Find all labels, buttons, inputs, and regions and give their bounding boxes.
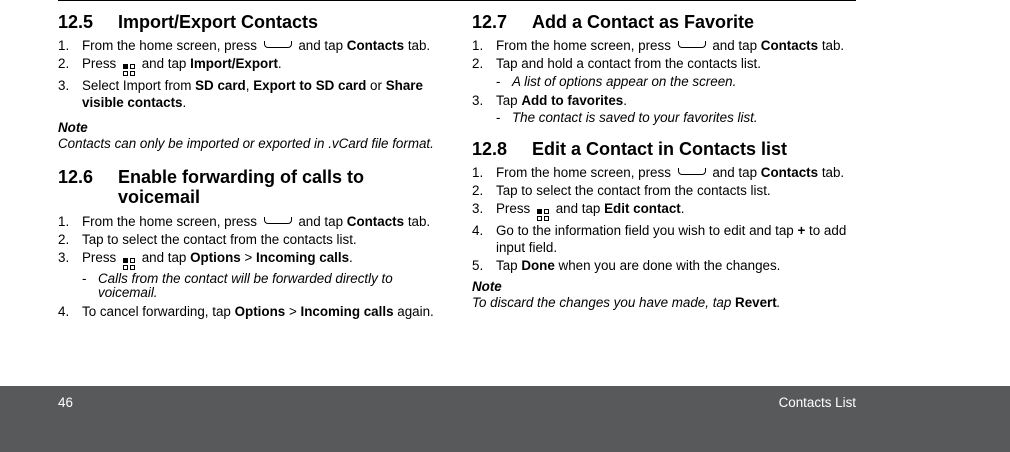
section-import-export: [58, 12, 438, 152]
chapter-title: Contacts List: [778, 395, 856, 410]
list-item: 1. From the home screen, press and tap Contacts tab.: [58, 213, 431, 229]
list-item: 4. Go to the information field you wish to edit and tap + to add input field.: [472, 222, 847, 255]
note-text: To discard the changes you have made, tap Revert.: [472, 294, 781, 310]
note-heading: Note: [472, 278, 502, 294]
list-item: 2. Tap to select the contact from the contacts list.: [472, 183, 771, 198]
home-key-icon: [264, 217, 292, 224]
sub-note: - Calls from the contact will be forwarded directly to voicemail.: [82, 270, 393, 300]
steps-list: [472, 164, 856, 275]
menu-key-icon: [537, 209, 549, 221]
list-item: 2. Tap to select the contact from the contacts list.: [58, 231, 357, 247]
section-heading: 12.5 Import/Export Contacts: [58, 12, 319, 32]
sub-note: - The contact is saved to your favorites list.: [496, 110, 758, 125]
section-add-favorite: [472, 12, 856, 125]
list-item: 5. Tap Done when you are done with the changes.: [472, 258, 781, 273]
home-key-icon: [264, 41, 292, 48]
home-key-icon: [678, 41, 706, 48]
left-column: [58, 12, 438, 321]
note-text: Contacts can only be imported or exported in .vCard file format.: [58, 135, 434, 151]
sub-note: - A list of options appear on the screen.: [496, 73, 737, 89]
page-footer: [0, 386, 1010, 452]
list-item: 4. To cancel forwarding, tap Options > Incoming calls again.: [58, 303, 434, 319]
section-edit-contact: [472, 139, 856, 311]
section-heading: 12.8 Edit a Contact in Contacts list: [472, 139, 788, 159]
steps-list: [472, 37, 856, 125]
list-item: 1. From the home screen, press and tap Contacts tab.: [58, 38, 431, 53]
section-heading: 12.7 Add a Contact as Favorite: [472, 12, 755, 32]
section-forward-voicemail: [58, 167, 438, 321]
list-item: 1. From the home screen, press and tap Contacts tab.: [472, 165, 845, 180]
section-heading: 12.6 Enable forwarding of calls to voicemail: [58, 166, 365, 207]
list-item: 3. Select Import from SD card, Export to SD card or Share visible contacts.: [58, 77, 423, 110]
list-item: 3. Tap Add to favorites. - The contact is saved to your favorites list.: [472, 92, 856, 126]
steps-list: [58, 37, 438, 112]
list-item: 1. From the home screen, press and tap Contacts tab.: [472, 38, 845, 53]
list-item: 2. Tap and hold a contact from the contacts list. - A list of options appear on the screen.: [472, 55, 856, 89]
right-column: [472, 12, 856, 311]
steps-list: [58, 213, 438, 321]
note-heading: Note: [58, 119, 88, 135]
menu-key-icon: [123, 64, 135, 76]
page-number: 46: [58, 395, 73, 410]
list-item: 2. Press and tap Import/Export.: [58, 55, 438, 76]
home-key-icon: [678, 168, 706, 175]
list-item: 3. Press and tap Edit contact.: [472, 200, 856, 221]
top-rule: [58, 0, 856, 1]
menu-key-icon: [123, 258, 135, 270]
list-item: 3. Press and tap Options > Incoming calls. - Calls from the contact will be forwarded directly to voicemail.: [58, 249, 438, 300]
